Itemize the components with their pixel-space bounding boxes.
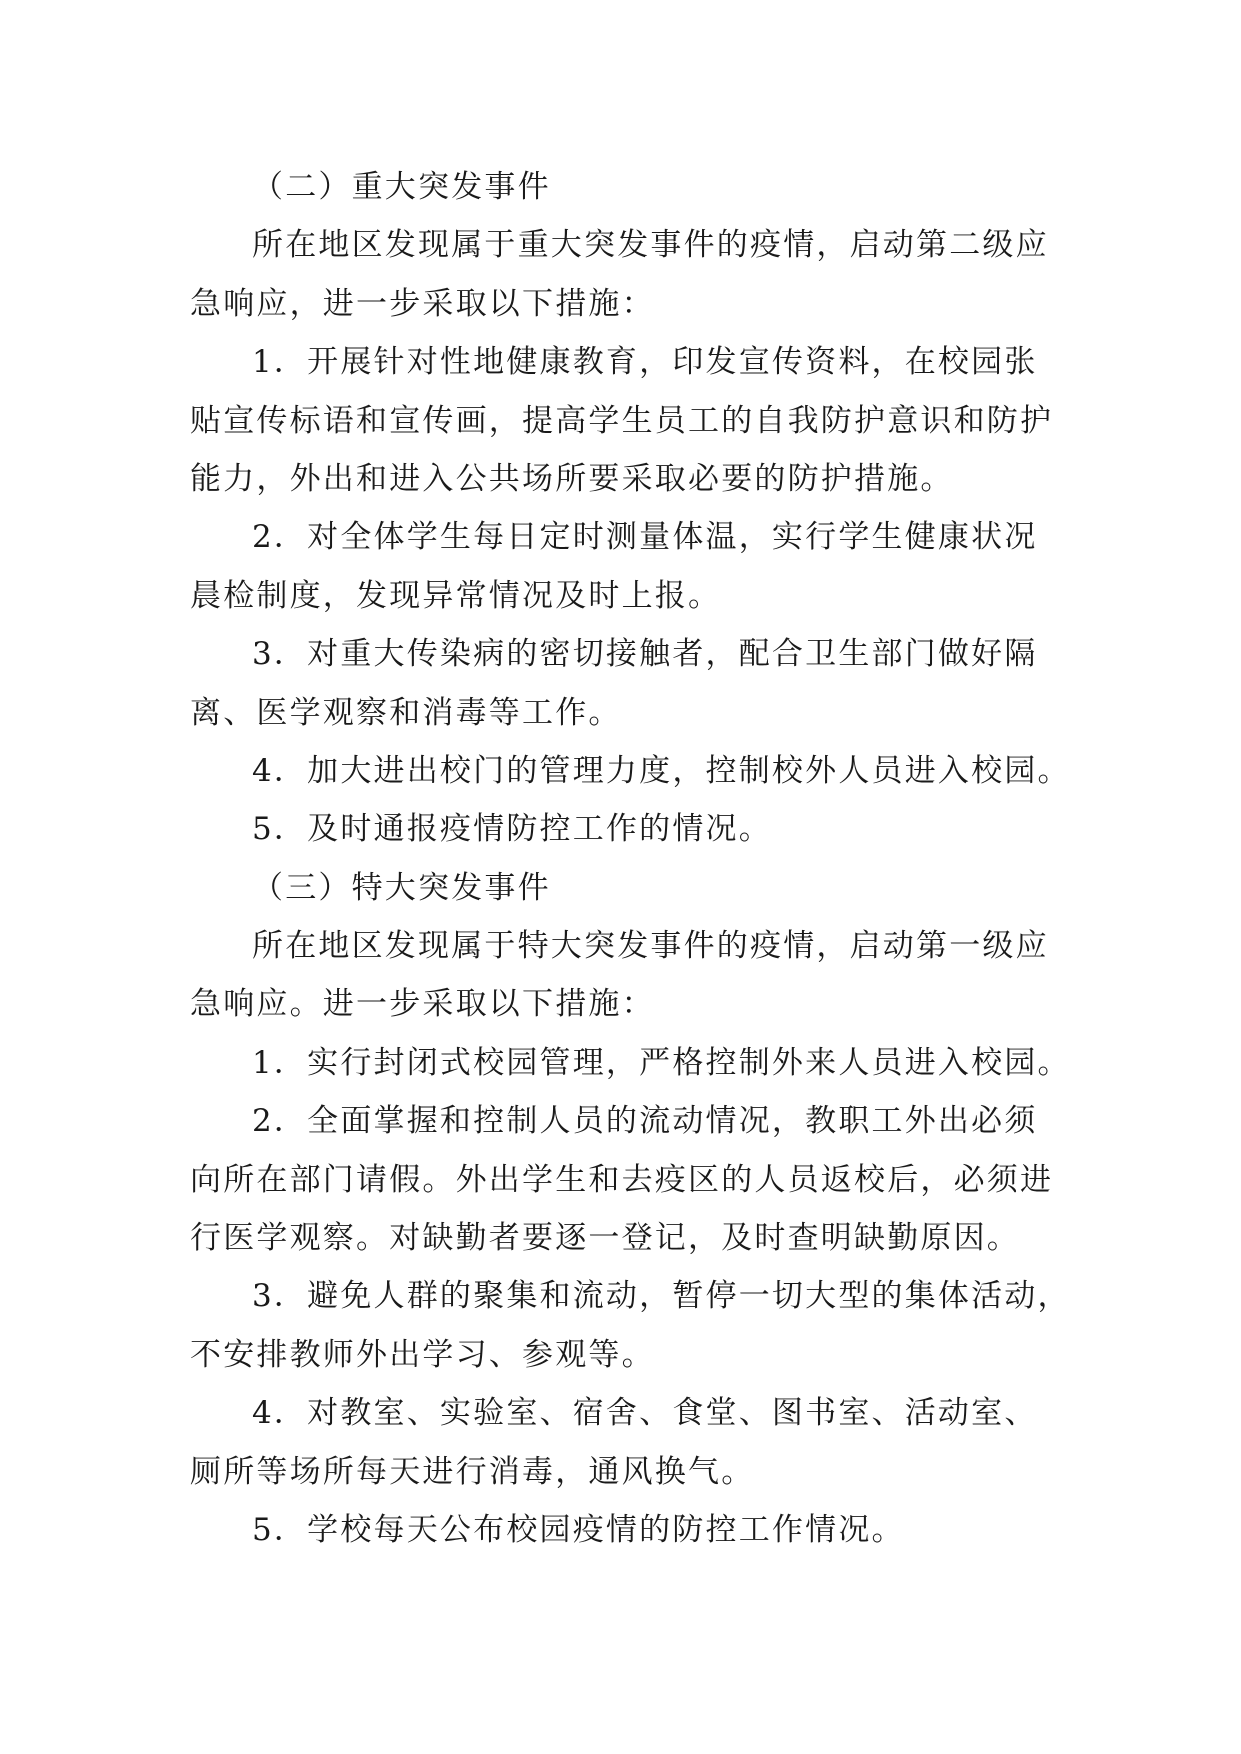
list-item-line: 离、医学观察和消毒等工作。 — [190, 694, 622, 731]
list-item-line: 3．避免人群的聚集和流动，暂停一切大型的集体活动， — [252, 1278, 1071, 1315]
paragraph-line: 所在地区发现属于特大突发事件的疫情，启动第一级应 — [252, 928, 1049, 965]
list-item-line: 贴宣传标语和宣传画，提高学生员工的自我防护意识和防护 — [190, 402, 1054, 439]
list-item-line: 行医学观察。对缺勤者要逐一登记，及时查明缺勤原因。 — [190, 1220, 1020, 1257]
paragraph-line: 急响应，进一步采取以下措施： — [190, 285, 655, 322]
list-item-line: 2．全面掌握和控制人员的流动情况，教职工外出必须 — [252, 1103, 1038, 1140]
paragraph-line: 所在地区发现属于重大突发事件的疫情，启动第二级应 — [252, 227, 1049, 264]
list-item-line: 4．加大进出校门的管理力度，控制校外人员进入校园。 — [252, 752, 1071, 789]
list-item-line: 不安排教师外出学习、参观等。 — [190, 1336, 655, 1373]
list-item-line: 2．对全体学生每日定时测量体温，实行学生健康状况 — [252, 519, 1038, 556]
list-item-line: 5．及时通报疫情防控工作的情况。 — [252, 811, 772, 848]
list-item-line: 能力，外出和进入公共场所要采取必要的防护措施。 — [190, 460, 954, 497]
list-item-line: 1．实行封闭式校园管理，严格控制外来人员进入校园。 — [252, 1044, 1071, 1081]
section-heading-major-event: （二）重大突发事件 — [252, 169, 551, 205]
section-heading-extraordinary-event: （三）特大突发事件 — [252, 869, 551, 906]
list-item-line: 1．开展针对性地健康教育，印发宣传资料，在校园张 — [252, 344, 1038, 381]
paragraph-line: 急响应。进一步采取以下措施： — [190, 986, 655, 1023]
list-item-line: 4．对教室、实验室、宿舍、食堂、图书室、活动室、 — [252, 1395, 1038, 1432]
list-item-line: 厕所等场所每天进行消毒，通风换气。 — [190, 1453, 755, 1490]
list-item-line: 晨检制度，发现异常情况及时上报。 — [190, 577, 722, 614]
list-item-line: 5．学校每天公布校园疫情的防控工作情况。 — [252, 1511, 905, 1548]
document-page — [190, 158, 1070, 1559]
list-item-line: 向所在部门请假。外出学生和去疫区的人员返校后，必须进 — [190, 1161, 1054, 1198]
list-item-line: 3．对重大传染病的密切接触者，配合卫生部门做好隔 — [252, 636, 1038, 673]
